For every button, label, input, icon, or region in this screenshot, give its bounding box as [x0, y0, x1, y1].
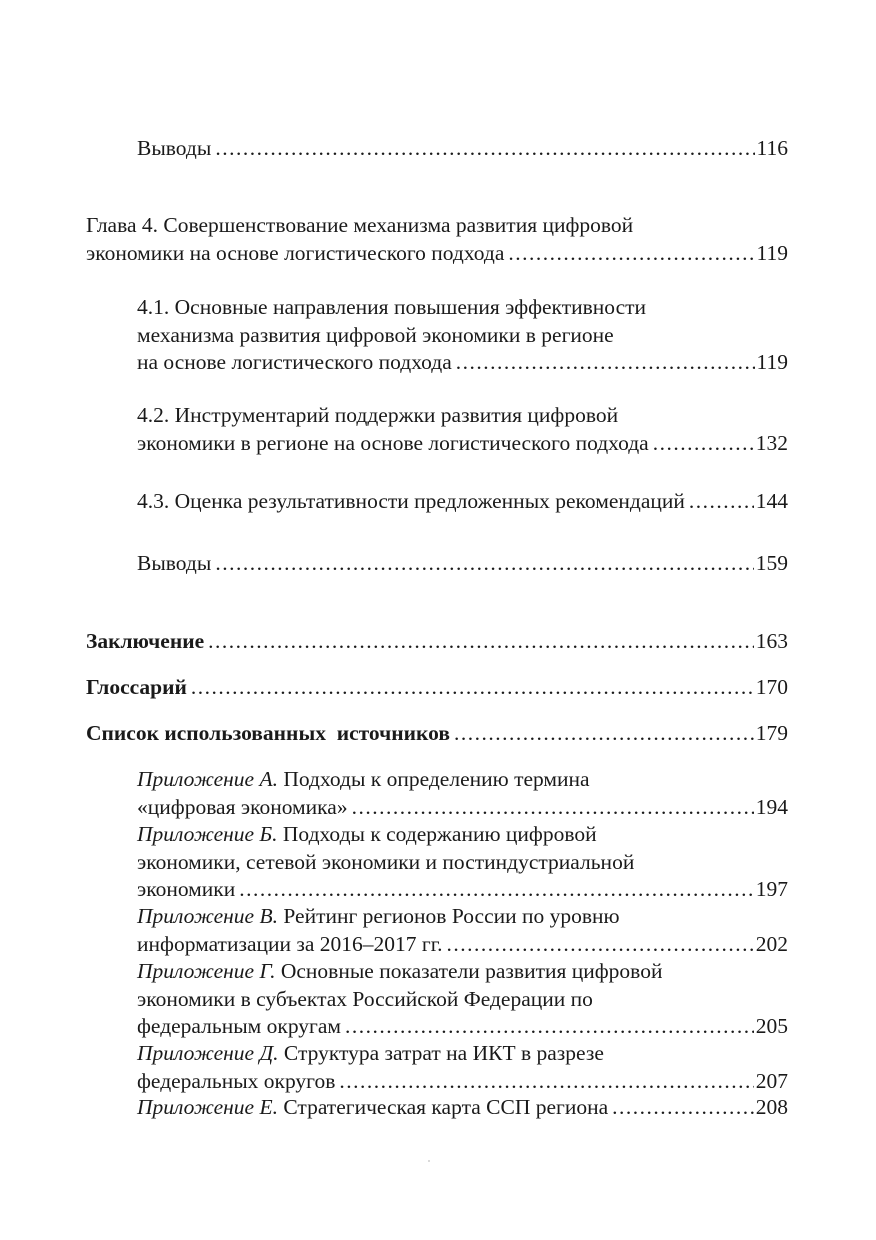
toc-entry-appendix-d[interactable] — [137, 1040, 788, 1095]
toc-page-number: 202 — [755, 931, 788, 956]
toc-page-number: 194 — [755, 794, 788, 819]
dot-leader — [239, 876, 754, 904]
toc-line — [137, 550, 788, 578]
toc-entry-title-line — [137, 766, 788, 794]
toc-entry-appendix-v[interactable] — [137, 903, 788, 958]
toc-entry-title-line: экономики в субъектах Российской Федерации по — [137, 986, 593, 1011]
dot-leader — [454, 720, 754, 748]
toc-line — [137, 430, 788, 458]
toc-entry-appendix-b[interactable] — [137, 821, 788, 904]
toc-line — [86, 720, 788, 748]
toc-page-number: 163 — [755, 629, 788, 653]
toc-entry-appendix-e[interactable] — [137, 1094, 788, 1122]
toc-entry-title: экономики — [137, 877, 236, 901]
toc-entry-title — [137, 1094, 608, 1122]
toc-page-number: 207 — [755, 1068, 788, 1093]
appendix-title: Основные показатели развития цифровой — [275, 959, 663, 983]
appendix-title: Рейтинг регионов России по уровню — [277, 904, 620, 928]
appendix-title: Стратегическая карта ССП региона — [277, 1095, 609, 1119]
toc-entry-title: информатизации за 2016–2017 гг. — [137, 931, 443, 956]
dot-leader — [339, 1068, 753, 1096]
toc-entry-title: Выводы — [137, 551, 212, 575]
toc-entry-title-line: механизма развития цифровой экономики в регионе — [137, 322, 614, 347]
toc-line — [137, 1068, 788, 1096]
toc-line — [137, 1013, 788, 1041]
appendix-title: Структура затрат на ИКТ в разрезе — [278, 1041, 604, 1065]
toc-page-number: 119 — [756, 350, 788, 374]
toc-entry-title: Глоссарий — [86, 675, 187, 699]
appendix-label: Приложение Е. — [137, 1095, 278, 1119]
dot-leader — [447, 931, 754, 959]
toc-entry-title: федеральным округам — [137, 1014, 341, 1038]
toc-entry-final-conclusion[interactable] — [86, 628, 788, 656]
toc-entry-title: 4.3. Оценка результативности предложенных рекомендаций — [137, 489, 685, 513]
appendix-label: Приложение В. — [137, 904, 278, 928]
appendix-title: Подходы к определению термина — [277, 767, 590, 791]
toc-page-number: 170 — [755, 675, 788, 699]
toc-entry-title-line — [137, 903, 788, 931]
toc-entry-title: Выводы — [137, 136, 212, 160]
toc-line — [86, 628, 788, 656]
toc-entry-title: «цифровая экономика» — [137, 794, 348, 819]
toc-line — [137, 488, 788, 516]
toc-entry-title: экономики в регионе на основе логистического подхода — [137, 430, 649, 455]
toc-line — [137, 1094, 788, 1122]
toc-line — [86, 674, 788, 702]
appendix-title: Подходы к содержанию цифровой — [277, 822, 597, 846]
toc-page-number: 116 — [756, 136, 788, 160]
toc-line — [137, 876, 788, 904]
toc-entry-title-line: Глава 4. Совершенствование механизма развития цифровой — [86, 213, 634, 237]
toc-entry-section-4-2[interactable] — [137, 402, 788, 457]
dot-leader — [215, 135, 754, 163]
toc-entry-conclusions-ch4[interactable] — [137, 550, 788, 578]
toc-entry-title: Список использованных источников — [86, 721, 450, 745]
toc-entry-glossary[interactable] — [86, 674, 788, 702]
toc-page-number: 208 — [755, 1095, 788, 1119]
toc-entry-conclusions-ch3[interactable] — [137, 135, 788, 163]
toc-entry-title: на основе логистического подхода — [137, 350, 452, 374]
toc-page-number: 132 — [755, 430, 788, 455]
toc-entry-title: экономики на основе логистического подхода — [86, 240, 505, 265]
toc-line — [137, 135, 788, 163]
appendix-label: Приложение Д. — [137, 1041, 279, 1065]
toc-entry-title-line: 4.2. Инструментарий поддержки развития цифровой — [137, 403, 619, 427]
toc-page-number: 197 — [755, 877, 788, 901]
toc-page-number: 144 — [755, 489, 788, 513]
dot-leader — [653, 430, 754, 458]
toc-line — [86, 240, 788, 268]
dot-leader — [689, 488, 754, 516]
toc-entry-title-line: экономики, сетевой экономики и постиндустриальной — [137, 849, 635, 874]
dot-leader — [345, 1013, 754, 1041]
dot-leader — [508, 240, 754, 268]
toc-line — [137, 931, 788, 959]
toc-entry-appendix-a[interactable] — [137, 766, 788, 821]
toc-entry-title-line — [137, 1040, 788, 1068]
toc-page-number: 159 — [755, 551, 788, 575]
toc-line — [137, 794, 788, 822]
toc-page-number: 119 — [756, 240, 788, 265]
dot-leader — [215, 550, 753, 578]
appendix-label: Приложение А. — [137, 767, 278, 791]
toc-entry-appendix-g[interactable] — [137, 958, 788, 1041]
toc-page-number: 179 — [755, 721, 788, 745]
toc-entry-title-line — [137, 958, 788, 986]
dot-leader — [612, 1094, 754, 1122]
toc-entry-section-4-1[interactable] — [137, 294, 788, 377]
dot-leader — [352, 794, 754, 822]
toc-page-number: 205 — [755, 1014, 788, 1038]
toc-entry-chapter-4[interactable] — [86, 212, 788, 267]
dot-leader — [191, 674, 754, 702]
scan-artifact-dot — [428, 1160, 430, 1162]
toc-entry-title-line — [137, 821, 788, 849]
toc-entry-title: федеральных округов — [137, 1068, 336, 1093]
toc-entry-references[interactable] — [86, 720, 788, 748]
dot-leader — [208, 628, 754, 656]
appendix-label: Приложение Г. — [137, 959, 276, 983]
appendix-label: Приложение Б. — [137, 822, 278, 846]
toc-entry-section-4-3[interactable] — [137, 488, 788, 516]
dot-leader — [456, 349, 755, 377]
toc-entry-title-line: 4.1. Основные направления повышения эффективности — [137, 295, 647, 319]
toc-line — [137, 349, 788, 377]
toc-entry-title: Заключение — [86, 629, 205, 653]
